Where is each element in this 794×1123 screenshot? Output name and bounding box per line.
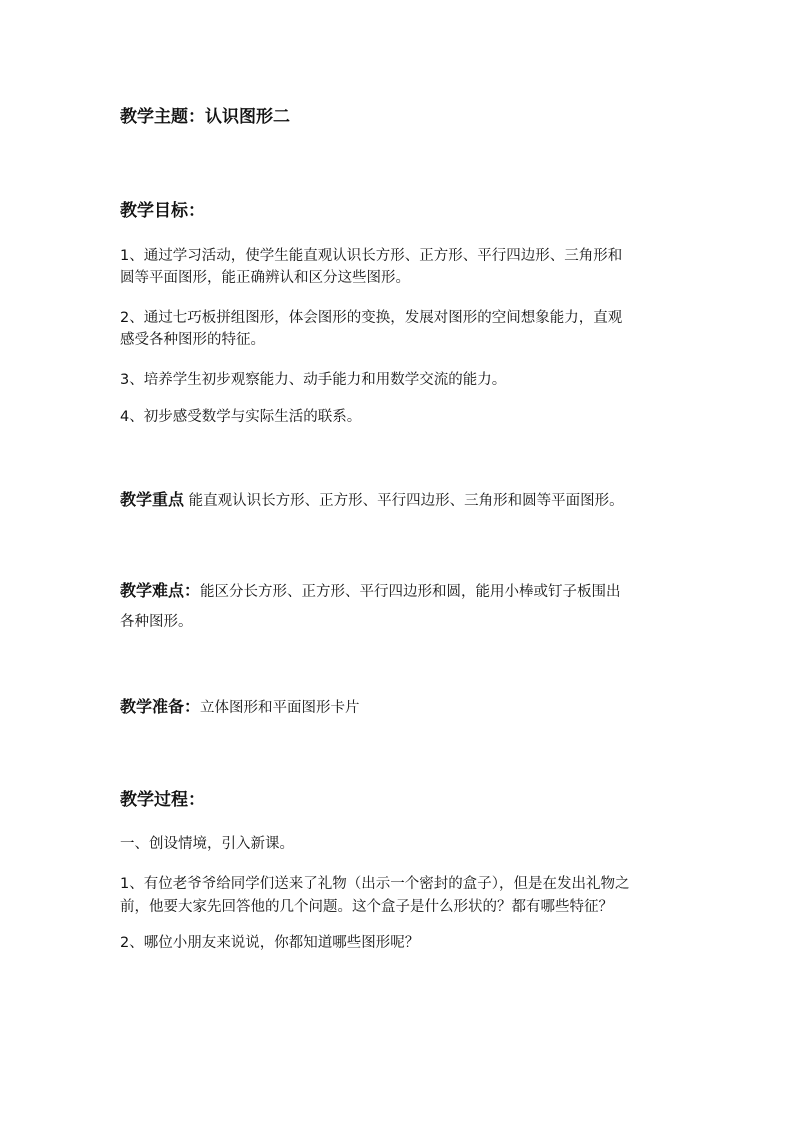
objective-2-line-2: 感受各种图形的特征。 — [120, 332, 265, 348]
key-point-label: 教学重点 — [120, 490, 185, 509]
objective-3: 3、培养学生初步观察能力、动手能力和用数学交流的能力。 — [120, 372, 507, 388]
teaching-topic-text: 认识图形二 — [205, 107, 290, 127]
process-item-2: 2、哪位小朋友来说说，你都知道哪些图形呢？ — [120, 935, 420, 951]
key-point — [120, 490, 680, 511]
teaching-topic — [120, 107, 680, 128]
objectives-heading: 教学目标： — [120, 201, 205, 221]
preparation-label: 教学准备： — [120, 697, 201, 716]
process-heading: 教学过程： — [120, 790, 205, 810]
process-section-1: 一、创设情境，引入新课。 — [120, 836, 294, 852]
process-item-1-line-1: 1、有位老爷爷给同学们送来了礼物（出示一个密封的盒子），但是在发出礼物之 — [120, 876, 630, 892]
teaching-topic-label: 教学主题： — [120, 107, 205, 127]
difficulty — [120, 581, 680, 602]
preparation-text: 立体图形和平面图形卡片 — [200, 700, 360, 716]
objective-1-line-1: 1、通过学习活动，使学生能直观认识长方形、正方形、平行四边形、三角形和 — [120, 248, 623, 264]
process-item-1-line-2: 前，他要大家先回答他的几个问题。这个盒子是什么形状的？都有哪些特征？ — [120, 899, 613, 915]
difficulty-label: 教学难点： — [120, 581, 201, 600]
objective-2-line-1: 2、通过七巧板拼组图形，体会图形的变换，发展对图形的空间想象能力，直观 — [120, 310, 623, 326]
difficulty-text-line-2: 各种图形。 — [120, 614, 193, 630]
objective-1-line-2: 圆等平面图形，能正确辨认和区分这些图形。 — [120, 270, 410, 286]
preparation — [120, 697, 680, 718]
key-point-text: 能直观认识长方形、正方形、平行四边形、三角形和圆等平面图形。 — [184, 493, 624, 509]
objective-4: 4、初步感受数学与实际生活的联系。 — [120, 409, 362, 425]
difficulty-text-line-1: 能区分长方形、正方形、平行四边形和圆，能用小棒或钉子板围出 — [200, 584, 621, 600]
